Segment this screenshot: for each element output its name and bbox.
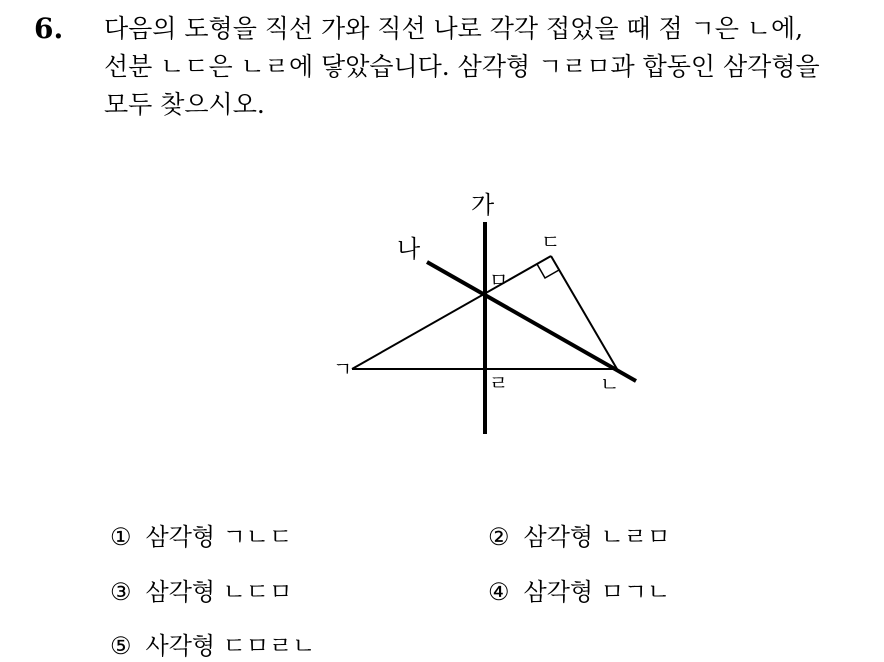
choice-number: ⑤ <box>110 632 132 660</box>
choice-text: 삼각형 ㄱㄴㄷ <box>145 523 293 551</box>
choice-5[interactable] <box>110 630 315 662</box>
choice-2[interactable] <box>488 521 670 553</box>
question-line: 다음의 도형을 직선 가와 직선 나로 각각 접었을 때 점 ㄱ은 ㄴ에, <box>104 14 804 43</box>
question-line: 모두 찾으시오. <box>104 90 265 119</box>
choice-text: 삼각형 ㄴㄷㅁ <box>145 578 293 606</box>
fold-line-ga-label: 가 <box>471 191 495 219</box>
choice-4[interactable] <box>488 576 670 608</box>
choice-number: ① <box>110 523 132 551</box>
fold-line-na <box>427 262 636 381</box>
choice-3[interactable] <box>110 576 292 608</box>
choice-text: 삼각형 ㄴㄹㅁ <box>523 523 671 551</box>
point-label-giyeok: ㄱ <box>333 357 353 381</box>
question-line: 선분 ㄴㄷ은 ㄴㄹ에 닿았습니다. 삼각형 ㄱㄹㅁ과 합동인 삼각형을 <box>104 52 820 81</box>
choice-number: ③ <box>110 578 132 606</box>
choice-number: ② <box>488 523 510 551</box>
point-label-nieun: ㄴ <box>600 372 620 396</box>
choice-number: ④ <box>488 578 510 606</box>
choice-1[interactable] <box>110 521 292 553</box>
point-label-digeut: ㄷ <box>541 230 561 254</box>
segment-giyeok-digeut <box>352 256 551 369</box>
fold-line-na-label: 나 <box>397 235 421 263</box>
right-angle-mark <box>537 264 559 278</box>
choice-text: 삼각형 ㅁㄱㄴ <box>523 578 671 606</box>
point-label-rieul: ㄹ <box>489 371 509 395</box>
point-label-mieum: ㅁ <box>489 268 509 292</box>
choice-text: 사각형 ㄷㅁㄹㄴ <box>145 632 316 660</box>
question-number: 6. <box>34 12 64 45</box>
